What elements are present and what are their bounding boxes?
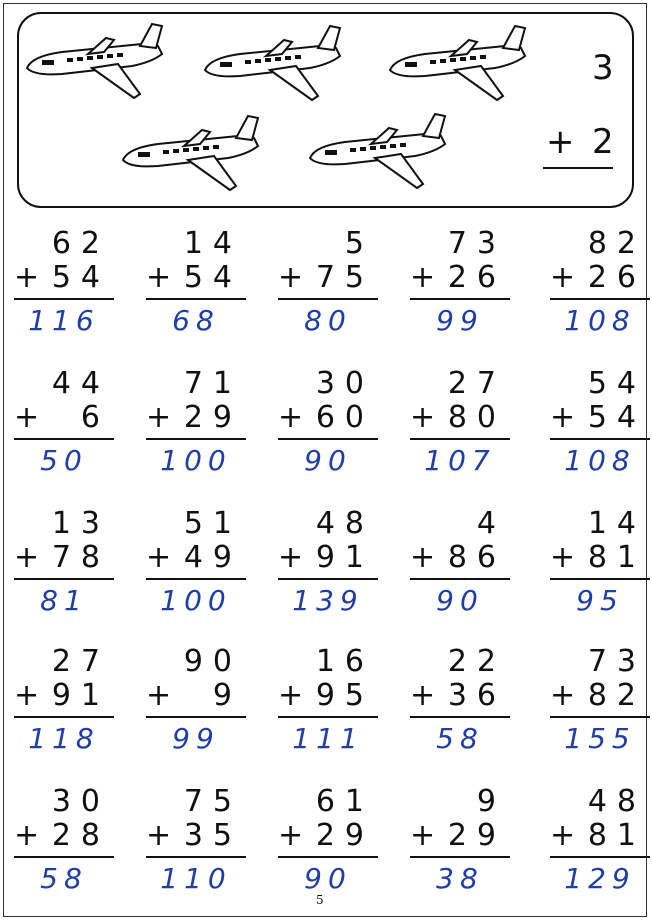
sum-line bbox=[410, 578, 510, 580]
handwritten-answer: 100 bbox=[160, 444, 232, 477]
sum-line bbox=[410, 856, 510, 858]
bottom-addend: 26 bbox=[587, 260, 646, 295]
sum-line bbox=[14, 438, 114, 440]
example-bottom-number: 2 bbox=[592, 122, 614, 162]
handwritten-answer: 99 bbox=[436, 304, 484, 337]
addition-problem bbox=[146, 228, 246, 358]
sum-line bbox=[146, 856, 246, 858]
handwritten-answer: 50 bbox=[40, 444, 88, 477]
top-addend: 22 bbox=[447, 644, 506, 679]
addition-problem bbox=[146, 508, 246, 638]
sum-line bbox=[14, 578, 114, 580]
addition-problem bbox=[550, 508, 650, 638]
handwritten-answer: 108 bbox=[564, 304, 636, 337]
plus-sign: + bbox=[410, 260, 436, 295]
addition-problem bbox=[146, 786, 246, 916]
top-addend: 4 bbox=[476, 506, 506, 541]
addition-problem bbox=[14, 228, 114, 358]
bottom-addend: 60 bbox=[315, 400, 374, 435]
plus-sign: + bbox=[550, 400, 576, 435]
plus-sign: + bbox=[410, 678, 436, 713]
handwritten-answer: 108 bbox=[564, 444, 636, 477]
plus-sign: + bbox=[410, 540, 436, 575]
example-sum-line bbox=[543, 167, 613, 169]
addition-problem bbox=[550, 368, 650, 498]
addition-problem bbox=[14, 786, 114, 916]
plus-sign: + bbox=[550, 818, 576, 853]
plus-sign: + bbox=[550, 678, 576, 713]
bottom-addend: 95 bbox=[315, 678, 374, 713]
handwritten-answer: 95 bbox=[576, 584, 624, 617]
sum-line bbox=[550, 716, 650, 718]
bottom-addend: 29 bbox=[447, 818, 506, 853]
page-number: 5 bbox=[316, 893, 324, 907]
example-top-number: 3 bbox=[592, 48, 614, 88]
addition-problem bbox=[14, 368, 114, 498]
plus-sign: + bbox=[14, 400, 40, 435]
plus-sign: + bbox=[278, 540, 304, 575]
handwritten-answer: 99 bbox=[172, 722, 220, 755]
addition-problem bbox=[410, 228, 510, 358]
bottom-addend: 81 bbox=[587, 540, 646, 575]
handwritten-answer: 100 bbox=[160, 584, 232, 617]
airplane-icon bbox=[385, 22, 535, 104]
handwritten-answer: 90 bbox=[436, 584, 484, 617]
sum-line bbox=[14, 856, 114, 858]
plus-sign: + bbox=[410, 818, 436, 853]
top-addend: 30 bbox=[51, 784, 110, 819]
top-addend: 62 bbox=[51, 226, 110, 261]
sum-line bbox=[550, 578, 650, 580]
plus-sign: + bbox=[278, 678, 304, 713]
top-addend: 14 bbox=[183, 226, 242, 261]
addition-problem bbox=[278, 646, 378, 776]
sum-line bbox=[146, 438, 246, 440]
bottom-addend: 91 bbox=[51, 678, 110, 713]
top-addend: 90 bbox=[183, 644, 242, 679]
plus-sign: + bbox=[14, 260, 40, 295]
top-addend: 13 bbox=[51, 506, 110, 541]
plus-sign: + bbox=[14, 678, 40, 713]
bottom-addend: 82 bbox=[587, 678, 646, 713]
addition-problem bbox=[550, 646, 650, 776]
bottom-addend: 29 bbox=[183, 400, 242, 435]
airplane-icon bbox=[22, 20, 172, 102]
handwritten-answer: 80 bbox=[304, 304, 352, 337]
bottom-addend: 35 bbox=[183, 818, 242, 853]
addition-problem bbox=[278, 508, 378, 638]
top-addend: 44 bbox=[51, 366, 110, 401]
bottom-addend: 80 bbox=[447, 400, 506, 435]
plus-sign: + bbox=[550, 260, 576, 295]
top-addend: 9 bbox=[476, 784, 506, 819]
addition-problem bbox=[278, 368, 378, 498]
addition-problem bbox=[550, 786, 650, 916]
sum-line bbox=[410, 438, 510, 440]
sum-line bbox=[410, 298, 510, 300]
sum-line bbox=[146, 298, 246, 300]
top-addend: 30 bbox=[315, 366, 374, 401]
airplane-icon bbox=[305, 110, 455, 192]
handwritten-answer: 155 bbox=[564, 722, 636, 755]
handwritten-answer: 90 bbox=[304, 444, 352, 477]
bottom-addend: 6 bbox=[80, 400, 110, 435]
sum-line bbox=[550, 856, 650, 858]
handwritten-answer: 116 bbox=[28, 304, 100, 337]
plus-sign: + bbox=[14, 540, 40, 575]
handwritten-answer: 68 bbox=[172, 304, 220, 337]
handwritten-answer: 139 bbox=[292, 584, 364, 617]
top-addend: 73 bbox=[447, 226, 506, 261]
top-addend: 48 bbox=[315, 506, 374, 541]
sum-line bbox=[410, 716, 510, 718]
addition-problem bbox=[410, 646, 510, 776]
handwritten-answer: 110 bbox=[160, 862, 232, 895]
bottom-addend: 29 bbox=[315, 818, 374, 853]
bottom-addend: 28 bbox=[51, 818, 110, 853]
top-addend: 73 bbox=[587, 644, 646, 679]
handwritten-answer: 129 bbox=[564, 862, 636, 895]
bottom-addend: 81 bbox=[587, 818, 646, 853]
sum-line bbox=[550, 438, 650, 440]
addition-problem bbox=[278, 228, 378, 358]
sum-line bbox=[14, 298, 114, 300]
sum-line bbox=[550, 298, 650, 300]
addition-problem bbox=[14, 646, 114, 776]
top-addend: 14 bbox=[587, 506, 646, 541]
top-addend: 51 bbox=[183, 506, 242, 541]
bottom-addend: 78 bbox=[51, 540, 110, 575]
sum-line bbox=[14, 716, 114, 718]
handwritten-answer: 81 bbox=[40, 584, 88, 617]
bottom-addend: 49 bbox=[183, 540, 242, 575]
plus-sign: + bbox=[14, 818, 40, 853]
top-addend: 48 bbox=[587, 784, 646, 819]
sum-line bbox=[278, 438, 378, 440]
top-addend: 61 bbox=[315, 784, 374, 819]
bottom-addend: 54 bbox=[587, 400, 646, 435]
bottom-addend: 36 bbox=[447, 678, 506, 713]
handwritten-answer: 38 bbox=[436, 862, 484, 895]
sum-line bbox=[146, 716, 246, 718]
top-addend: 54 bbox=[587, 366, 646, 401]
top-addend: 5 bbox=[344, 226, 374, 261]
top-addend: 82 bbox=[587, 226, 646, 261]
plus-sign: + bbox=[278, 260, 304, 295]
airplane-icon bbox=[118, 112, 268, 194]
sum-line bbox=[278, 578, 378, 580]
bottom-addend: 9 bbox=[212, 678, 242, 713]
sum-line bbox=[278, 716, 378, 718]
top-addend: 27 bbox=[51, 644, 110, 679]
plus-sign: + bbox=[410, 400, 436, 435]
sum-line bbox=[278, 856, 378, 858]
plus-sign: + bbox=[146, 540, 172, 575]
addition-problem bbox=[146, 368, 246, 498]
handwritten-answer: 111 bbox=[292, 722, 364, 755]
bottom-addend: 86 bbox=[447, 540, 506, 575]
addition-problem bbox=[410, 368, 510, 498]
handwritten-answer: 58 bbox=[40, 862, 88, 895]
addition-problem bbox=[410, 508, 510, 638]
handwritten-answer: 118 bbox=[28, 722, 100, 755]
bottom-addend: 26 bbox=[447, 260, 506, 295]
sum-line bbox=[146, 578, 246, 580]
plus-sign: + bbox=[146, 260, 172, 295]
handwritten-answer: 58 bbox=[436, 722, 484, 755]
top-addend: 71 bbox=[183, 366, 242, 401]
plus-sign: + bbox=[146, 400, 172, 435]
addition-problem bbox=[14, 508, 114, 638]
top-addend: 16 bbox=[315, 644, 374, 679]
bottom-addend: 54 bbox=[183, 260, 242, 295]
sum-line bbox=[278, 298, 378, 300]
plus-sign: + bbox=[146, 818, 172, 853]
plus-sign: + bbox=[278, 818, 304, 853]
bottom-addend: 54 bbox=[51, 260, 110, 295]
plus-sign: + bbox=[550, 540, 576, 575]
handwritten-answer: 107 bbox=[424, 444, 496, 477]
top-addend: 75 bbox=[183, 784, 242, 819]
airplane-icon bbox=[200, 22, 350, 104]
bottom-addend: 75 bbox=[315, 260, 374, 295]
example-plus-sign: + bbox=[546, 122, 575, 162]
addition-problem bbox=[278, 786, 378, 916]
addition-problem bbox=[146, 646, 246, 776]
top-addend: 27 bbox=[447, 366, 506, 401]
plus-sign: + bbox=[278, 400, 304, 435]
bottom-addend: 91 bbox=[315, 540, 374, 575]
handwritten-answer: 90 bbox=[304, 862, 352, 895]
addition-problem bbox=[550, 228, 650, 358]
addition-problem bbox=[410, 786, 510, 916]
plus-sign: + bbox=[146, 678, 172, 713]
